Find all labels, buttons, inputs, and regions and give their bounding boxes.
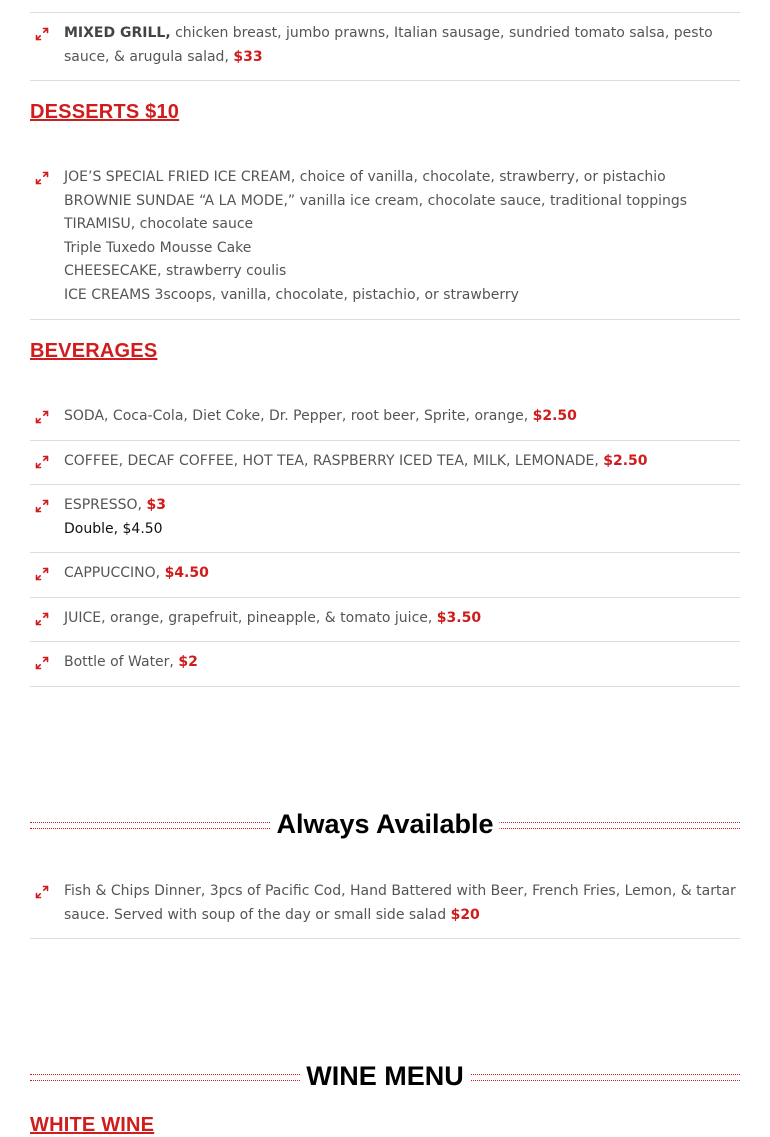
dessert-line: ICE CREAMS 3scoops, vanilla, chocolate, pistachio, or strawberry: [64, 286, 519, 303]
item-price: $20: [450, 906, 480, 923]
section-title-white-wine: WHITE WINE: [30, 1114, 155, 1136]
dessert-line: CHEESECAKE, strawberry coulis: [64, 263, 287, 279]
menu-item-water: [30, 651, 740, 687]
expand-arrows-icon: [35, 27, 49, 41]
section-title-beverages: BEVERAGES: [30, 340, 158, 362]
menu-item-mixed-grill: [30, 22, 740, 81]
heading-always-available: [30, 804, 740, 844]
item-price: $33: [233, 48, 263, 65]
item-description: chicken breast, jumbo prawns, Italian sausage, sundried tomato salsa, pesto sauce, & arugula salad,: [64, 25, 713, 65]
item-description: Bottle of Water,: [64, 654, 179, 670]
item-price: $2.50: [532, 408, 577, 424]
item-price: $3.50: [436, 610, 482, 626]
expand-arrows-icon: [35, 567, 49, 581]
item-price: $4.50: [164, 565, 209, 581]
menu-item-espresso: [30, 494, 740, 553]
section-title-desserts: DESSERTS $10: [30, 101, 180, 123]
item-price: $2: [178, 654, 198, 670]
item-description: COFFEE, DECAF COFFEE, HOT TEA, RASPBERRY ICED TEA, MILK, LEMONADE,: [64, 453, 604, 469]
dessert-line: TIRAMISU, chocolate sauce: [64, 216, 254, 232]
heading-label: Always Available: [270, 804, 499, 844]
menu-item-coffee: [30, 450, 740, 485]
item-extra: Double, $4.50: [64, 520, 163, 537]
expand-arrows-icon: [35, 656, 49, 670]
dessert-line: JOE’S SPECIAL FRIED ICE CREAM, choice of vanilla, chocolate, strawberry, or pistachio: [64, 169, 666, 185]
divider: [30, 12, 740, 13]
dessert-line: Triple Tuxedo Mousse Cake: [64, 239, 252, 256]
item-price: $3: [146, 497, 166, 513]
item-name: MIXED GRILL,: [64, 25, 171, 41]
menu-item-soda: [30, 405, 740, 441]
item-description: JUICE, orange, grapefruit, pineapple, & tomato juice,: [64, 610, 437, 626]
menu-item-fish-chips: [30, 880, 740, 939]
item-description: SODA, Coca-Cola, Diet Coke, Dr. Pepper, root beer, Sprite, orange,: [64, 408, 533, 424]
menu-item-desserts: [30, 166, 740, 320]
item-description: ESPRESSO,: [64, 497, 147, 513]
expand-arrows-icon: [35, 171, 49, 185]
expand-arrows-icon: [35, 499, 49, 513]
expand-arrows-icon: [35, 455, 49, 469]
heading-wine-menu: [30, 1056, 740, 1096]
expand-arrows-icon: [35, 885, 49, 899]
item-price: $2.50: [603, 453, 648, 469]
menu-item-cappuccino: [30, 562, 740, 598]
heading-label: WINE MENU: [300, 1056, 470, 1096]
item-description: Fish & Chips Dinner, 3pcs of Pacific Cod, Hand Battered with Beer, French Fries, Lemon, & tartar sauce. Served with soup of the day or small side salad: [64, 883, 736, 923]
expand-arrows-icon: [35, 612, 49, 626]
menu-item-juice: [30, 607, 740, 642]
item-description: CAPPUCCINO,: [64, 565, 165, 581]
dessert-line: BROWNIE SUNDAE “A LA MODE,” vanilla ice cream, chocolate sauce, traditional toppings: [64, 192, 688, 209]
expand-arrows-icon: [35, 410, 49, 424]
